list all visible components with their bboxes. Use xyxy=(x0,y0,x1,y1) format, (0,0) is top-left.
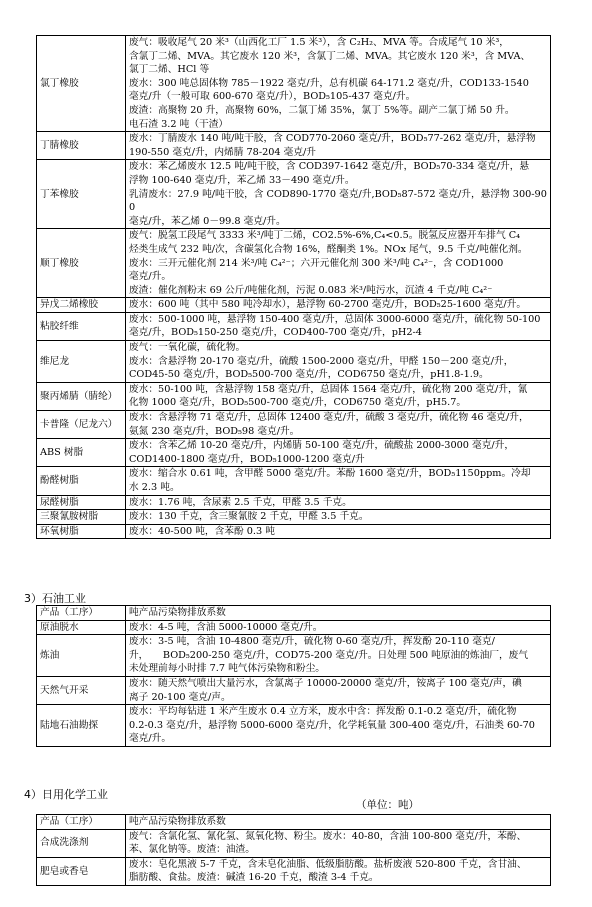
emission-line: 废水：缩合水 0.61 吨，含甲醛 5000 毫克/升。苯酚 1600 毫克/升，BOD₅1150ppm。冷却 xyxy=(129,468,531,480)
emission-line: 废水：皂化黑液 5-7 千克，含未皂化油脂、低级脂肪酸。盐析废液 520-800 千克，含甘油、 xyxy=(129,858,527,870)
emission-cell xyxy=(126,382,551,410)
emission-line: 废水：3-5 吨，含油 10-4800 毫克/升，硫化物 0-60 毫克/升，挥发酚 20-110 毫克/ xyxy=(129,636,495,648)
table-row xyxy=(37,524,551,539)
emission-cell xyxy=(126,160,551,229)
product-cell: 维尼龙 xyxy=(37,341,126,383)
emission-cell xyxy=(126,229,551,298)
emission-cell xyxy=(126,467,551,495)
section-heading-petroleum: 3）石油工业 xyxy=(24,592,86,605)
emission-line: 废水：1.76 吨，含尿素 2.5 千克，甲醛 3.5 千克。 xyxy=(129,496,352,508)
product-cell: 聚丙烯腈（腈纶） xyxy=(37,382,126,410)
emission-line: 190-550 毫克/升，内烯腈 78-204 毫克/升 xyxy=(129,146,316,158)
emission-cell xyxy=(126,495,551,510)
emission-line: 废水：300 吨总固体物 785－1922 毫克/升，总有机碳 64-171.2 毫克/升，COD133-1540 xyxy=(129,77,529,89)
emission-cell xyxy=(126,132,551,160)
emission-line: 废水：500-1000 吨，悬浮物 150-400 毫克/升，总固体 3000-6000 毫克/升，硫化物 50-100 xyxy=(129,313,541,325)
emission-line: 毫克/升。 xyxy=(129,271,172,283)
table-row xyxy=(37,341,551,383)
product-cell: 酚醛树脂 xyxy=(37,467,126,495)
table-petroleum xyxy=(36,605,551,747)
emission-line: 氨氮 230 毫克/升，BOD₅98 毫克/升。 xyxy=(129,425,300,437)
table-daily-chemical xyxy=(36,814,551,886)
emission-line: 电石渣 3.2 吨（干渣） xyxy=(129,118,229,130)
emission-line: 废渣：高聚物 20 升，高聚物 60%，二氯丁烯 35%，氯丁 5%等。副产二氯丁烯 50 升。 xyxy=(129,104,515,116)
column-header: 吨产品污染物排放系数 xyxy=(126,606,551,621)
emission-line: 未处理前每小时排 7.7 吨气体污染物和粉尘。 xyxy=(129,663,325,675)
table-header-row xyxy=(37,815,551,830)
emission-line: 废气：脱氢工段尾气 3333 米³/吨丁二烯，CO2.5%-6%,C₄<0.5。脱氢反应器开车排气 C₄ xyxy=(129,230,521,242)
emission-cell xyxy=(126,705,551,747)
table-row xyxy=(37,132,551,160)
emission-line: 废水：三开元催化剂 214 米³/吨 C₄²⁻；六开元催化剂 300 米³/吨 C₄²⁻，含 COD1000 xyxy=(129,257,504,269)
emission-line: COD45-50 毫克/升，BOD₅500-700 毫克/升，COD6750 毫克/升，pH1.8-1.9。 xyxy=(129,369,489,381)
emission-line: 浮物 100-640 毫克/升，苯乙烯 33－490 毫克/升。 xyxy=(129,174,355,186)
table-row xyxy=(37,411,551,439)
emission-line: 苯、氯化钠等。废渣：油渣。 xyxy=(129,844,255,856)
emission-line: 毫克/升（一般可取 600-670 毫克/升），BOD₅105-437 毫克/升。 xyxy=(129,91,416,103)
product-cell: 合成洗涤剂 xyxy=(37,829,126,857)
column-header: 产品（工序） xyxy=(37,815,126,830)
table-row xyxy=(37,676,551,704)
table-row xyxy=(37,298,551,313)
column-header: 产品（工序） xyxy=(37,606,126,621)
product-cell: 原油脱水 xyxy=(37,620,126,635)
table-chemical-products xyxy=(36,35,551,539)
product-cell: 异戊二烯橡胶 xyxy=(37,298,126,313)
table-row xyxy=(37,705,551,747)
emission-line: 废气：吸收尾气 20 米³（山西化工厂 1.5 米³），含 C₂H₂、MVA 等。合成尾气 10 米³， xyxy=(129,37,509,48)
emission-line: 0.2-0.3 毫克/升，悬浮物 5000-6000 毫克/升，化学耗氧量 300-400 毫克/升，石油类 60-70 xyxy=(129,719,535,731)
emission-line: 废水：随天然气喷出大量污水，含氯离子 10000-20000 毫克/升，铵离子 100 毫克/声，碘 xyxy=(129,677,522,689)
emission-line: 废水：含悬浮物 20-170 毫克/升，硫酸 1500-2000 毫克/升，甲醛 150－200 毫克/升， xyxy=(129,355,514,367)
table-row xyxy=(37,160,551,229)
emission-line: 废水：50-100 吨，含悬浮物 158 毫克/升，总固体 1564 毫克/升，硫化物 200 毫克/升，氰 xyxy=(129,383,528,395)
table-row xyxy=(37,36,551,132)
emission-cell xyxy=(126,524,551,539)
emission-line: 废水：600 吨（其中 580 吨冷却水），悬浮物 60-2700 毫克/升，BOD₅25-1600 毫克/升。 xyxy=(129,299,527,311)
emission-line: 废渣：催化剂粉末 69 公斤/吨催化剂，污泥 0.083 米³/吨污水，沉渣 4 千克/吨 C₄²⁻ xyxy=(129,284,493,296)
emission-line: 氯丁二烯、HCl 等 xyxy=(129,64,210,76)
product-cell: 尿醛树脂 xyxy=(37,495,126,510)
product-cell: 氯丁橡胶 xyxy=(37,36,126,132)
table-row xyxy=(37,495,551,510)
table-row xyxy=(37,620,551,635)
product-cell: 丁腈橡胶 xyxy=(37,132,126,160)
emission-cell xyxy=(126,857,551,885)
emission-line: 废水：丁腈废水 140 吨/吨干胶，含 COD770-2060 毫克/升，BOD₅77-262 毫克/升，悬浮物 xyxy=(129,133,536,145)
emission-line: 含氯丁二烯、MVA。其它废水 120 米³，含氯丁二烯、MVA。其它废水 120 米³，含 MVA、 xyxy=(129,50,531,62)
table-row xyxy=(37,467,551,495)
product-cell: 三聚氰胺树脂 xyxy=(37,510,126,525)
emission-line: 废水：40-500 吨，含苯酚 0.3 吨 xyxy=(129,525,275,537)
emission-cell xyxy=(126,676,551,704)
emission-cell xyxy=(126,439,551,467)
table-row xyxy=(37,510,551,525)
product-cell: 丁苯橡胶 xyxy=(37,160,126,229)
emission-line: 废水：4-5 吨，含油 5000-10000 毫克/升。 xyxy=(129,621,323,633)
table-row xyxy=(37,312,551,340)
emission-line: 毫克/升，苯乙烯 0－99.8 毫克/升。 xyxy=(129,215,286,227)
emission-line: 水 2.3 吨。 xyxy=(129,482,180,493)
product-cell: ABS 树脂 xyxy=(37,439,126,467)
product-cell: 顺丁橡胶 xyxy=(37,229,126,298)
emission-line: 废气：一氧化碳，硫化物。 xyxy=(129,342,246,354)
table-row xyxy=(37,439,551,467)
product-cell: 粘胶纤维 xyxy=(37,312,126,340)
emission-line: 化物 1000 毫克/升，BOD₅500-700 毫克/升，COD6750 毫克/升，pH5.7。 xyxy=(129,397,467,409)
product-cell: 肥皂或香皂 xyxy=(37,857,126,885)
emission-line: 废水：平均每钻进 1 米产生废水 0.4 立方米，废水中含：挥发酚 0.1-0.2 毫克/升，硫化物 xyxy=(129,706,517,718)
emission-line: 废水：130 千克，含三聚氰胺 2 千克，甲醛 3.5 千克。 xyxy=(129,511,369,523)
table-row xyxy=(37,857,551,885)
unit-label: （单位：吨） xyxy=(356,799,419,811)
emission-cell xyxy=(126,312,551,340)
product-cell: 卡普隆（尼龙六） xyxy=(37,411,126,439)
product-cell: 环氧树脂 xyxy=(37,524,126,539)
product-cell: 天然气开采 xyxy=(37,676,126,704)
table-row xyxy=(37,229,551,298)
table-row xyxy=(37,635,551,677)
emission-line: 升， BOD₅200-250 毫克/升，COD75-200 毫克/升。日处理 500 吨原油的炼油厂，废气 xyxy=(129,649,529,661)
emission-cell xyxy=(126,341,551,383)
table-header-row xyxy=(37,606,551,621)
emission-line: 废水：苯乙烯废水 12.5 吨/吨干胶，含 COD397-1642 毫克/升，BOD₅70-334 毫克/升，悬 xyxy=(129,161,530,173)
emission-line: 废水：含悬浮物 71 毫克/升，总固体 12400 毫克/升，硫酸 3 毫克/升，硫化物 46 毫克/升， xyxy=(129,412,529,424)
emission-line: 废水：含苯乙烯 10-20 毫克/升，内烯腈 50-100 毫克/升，硫酸盐 2000-3000 毫克/升， xyxy=(129,440,515,452)
emission-line: 废气：含氯化氢、氰化氢、氮氧化物、粉尘。废水：40-80，含油 100-800 毫克/升，苯酚、 xyxy=(129,830,527,842)
emission-line: 毫克/升。 xyxy=(129,733,172,745)
emission-cell xyxy=(126,36,551,132)
emission-line: 离子 20-100 毫克/声。 xyxy=(129,691,231,703)
table-row xyxy=(37,829,551,857)
table-row xyxy=(37,382,551,410)
product-cell: 炼油 xyxy=(37,635,126,677)
emission-cell xyxy=(126,635,551,677)
emission-line: COD1400-1800 毫克/升，BOD₅1000-1200 毫克/升 xyxy=(129,453,365,465)
emission-cell xyxy=(126,829,551,857)
emission-line: 脂肪酸、食盐。废渣：碱渣 16-20 千克，酸渣 3-4 千克。 xyxy=(129,872,379,884)
section-heading-daily-chemical: 4）日用化学工业 xyxy=(24,788,108,801)
emission-cell xyxy=(126,620,551,635)
emission-cell xyxy=(126,411,551,439)
emission-line: 乳清废水：27.9 吨/吨干胶，含 COD890-1770 毫克/升,BOD₅87-572 毫克/升，悬浮物 300-900 xyxy=(129,188,547,214)
emission-cell xyxy=(126,510,551,525)
product-cell: 陆地石油勘探 xyxy=(37,705,126,747)
column-header: 吨产品污染物排放系数 xyxy=(126,815,551,830)
emission-line: 毫克/升，BOD₅150-250 毫克/升，COD400-700 毫克/升，pH2-4 xyxy=(129,327,422,339)
emission-cell xyxy=(126,298,551,313)
emission-line: 烃类生成气 232 吨/次，含碳氢化合物 16%，醛酮类 1%。NOx 尾气，9.5 千克/吨催化剂。 xyxy=(129,243,528,255)
